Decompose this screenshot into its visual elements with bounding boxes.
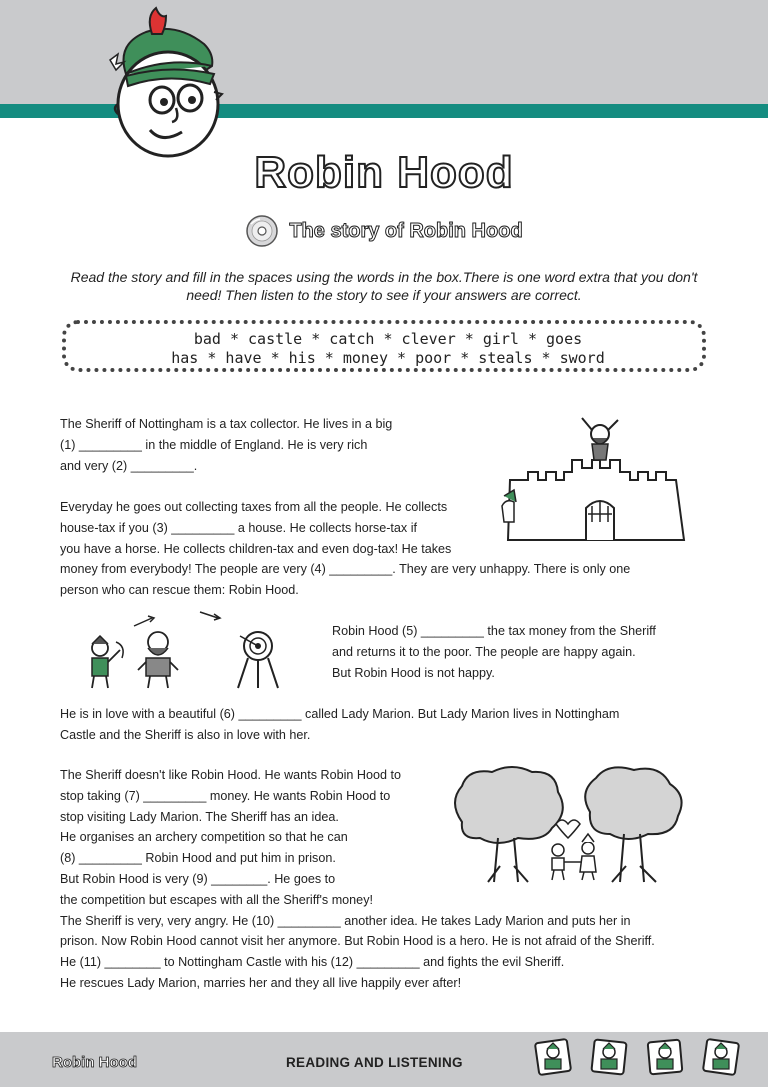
story-line: But Robin Hood is very (9) ________. He goes to	[60, 871, 336, 886]
story-line: Robin Hood (5) _________ the tax money from the Sheriff	[332, 624, 656, 638]
listening-character-icon	[590, 1038, 628, 1076]
story-line: He (11) ________ to Nottingham Castle with his (12) _________ and fights the evil Sheriff.	[60, 955, 565, 970]
mascot-face-icon	[96, 4, 236, 164]
word-box	[62, 320, 706, 372]
story-line: the competition but escapes with all the Sheriff's money!	[60, 892, 373, 907]
page-title: Robin Hood	[254, 148, 514, 197]
story-line: He is in love with a beautiful (6) _________ called Lady Marion. But Lady Marion lives in Nottingham	[60, 707, 620, 721]
story-line: The Sheriff of Nottingham is a tax collector. He lives in a big	[60, 417, 393, 431]
story-line: house-tax if you (3) _________ a house. He collects horse-tax if	[60, 520, 418, 535]
story-line: stop visiting Lady Marion. The Sheriff has an idea.	[60, 809, 339, 824]
story-paragraph-1	[60, 414, 392, 476]
cd-icon	[245, 214, 279, 248]
archery-illustration	[78, 606, 298, 692]
story-line: He organises an archery competition so that he can	[60, 830, 348, 845]
story-paragraph-2	[60, 497, 630, 601]
word-box-line-2: has * have * his * money * poor * steals * sword	[171, 349, 605, 367]
footer-title: Robin Hood	[52, 1054, 137, 1071]
subtitle: The story of Robin Hood	[289, 219, 523, 242]
story-line: He rescues Lady Marion, marries her and they all live happily ever after!	[60, 975, 462, 990]
story-line: Everyday he goes out collecting taxes from all the people. He collects	[60, 500, 448, 514]
footer-icons	[534, 1038, 740, 1076]
story-line: (1) _________ in the middle of England. He is very rich	[60, 437, 368, 452]
speaking-character-icon	[702, 1038, 740, 1076]
story-line: (8) _________ Robin Hood and put him in prison.	[60, 851, 336, 866]
reading-character-icon	[534, 1038, 572, 1076]
subtitle-row	[0, 214, 768, 248]
story-line: Castle and the Sheriff is also in love with her.	[60, 727, 311, 742]
story-paragraph-4	[60, 704, 619, 746]
story-line: money from everybody! The people are very (4) _________. They are very unhappy. There is only one	[60, 562, 631, 577]
story-paragraph-5	[60, 765, 655, 994]
story-line: stop taking (7) _________ money. He wants Robin Hood to	[60, 788, 391, 803]
story-line: and very (2) _________.	[60, 458, 198, 473]
story-line: But Robin Hood is not happy.	[332, 665, 495, 680]
word-box-line-1: bad * castle * catch * clever * girl * goes	[193, 330, 583, 348]
story-line: The Sheriff doesn't like Robin Hood. He wants Robin Hood to	[60, 768, 401, 782]
story-line: person who can rescue them: Robin Hood.	[60, 583, 299, 598]
story-line: you have a horse. He collects children-tax and even dog-tax! He takes	[60, 541, 452, 556]
story-paragraph-3	[332, 621, 656, 683]
story-line: The Sheriff is very, very angry. He (10) _________ another idea. He takes Lady Marion and puts her in	[60, 913, 631, 928]
writing-character-icon	[646, 1038, 684, 1076]
story-line: prison. Now Robin Hood cannot visit her anymore. But Robin Hood is a hero. He is not afraid of the Sheriff.	[60, 934, 655, 949]
instructions: Read the story and fill in the spaces using the words in the box.There is one word extra that you don't need! Then listen to the story to see if your answers are correct.	[70, 269, 698, 303]
story-line: and returns it to the poor. The people are happy again.	[332, 644, 636, 659]
footer-section-label: READING AND LISTENING	[286, 1055, 463, 1070]
